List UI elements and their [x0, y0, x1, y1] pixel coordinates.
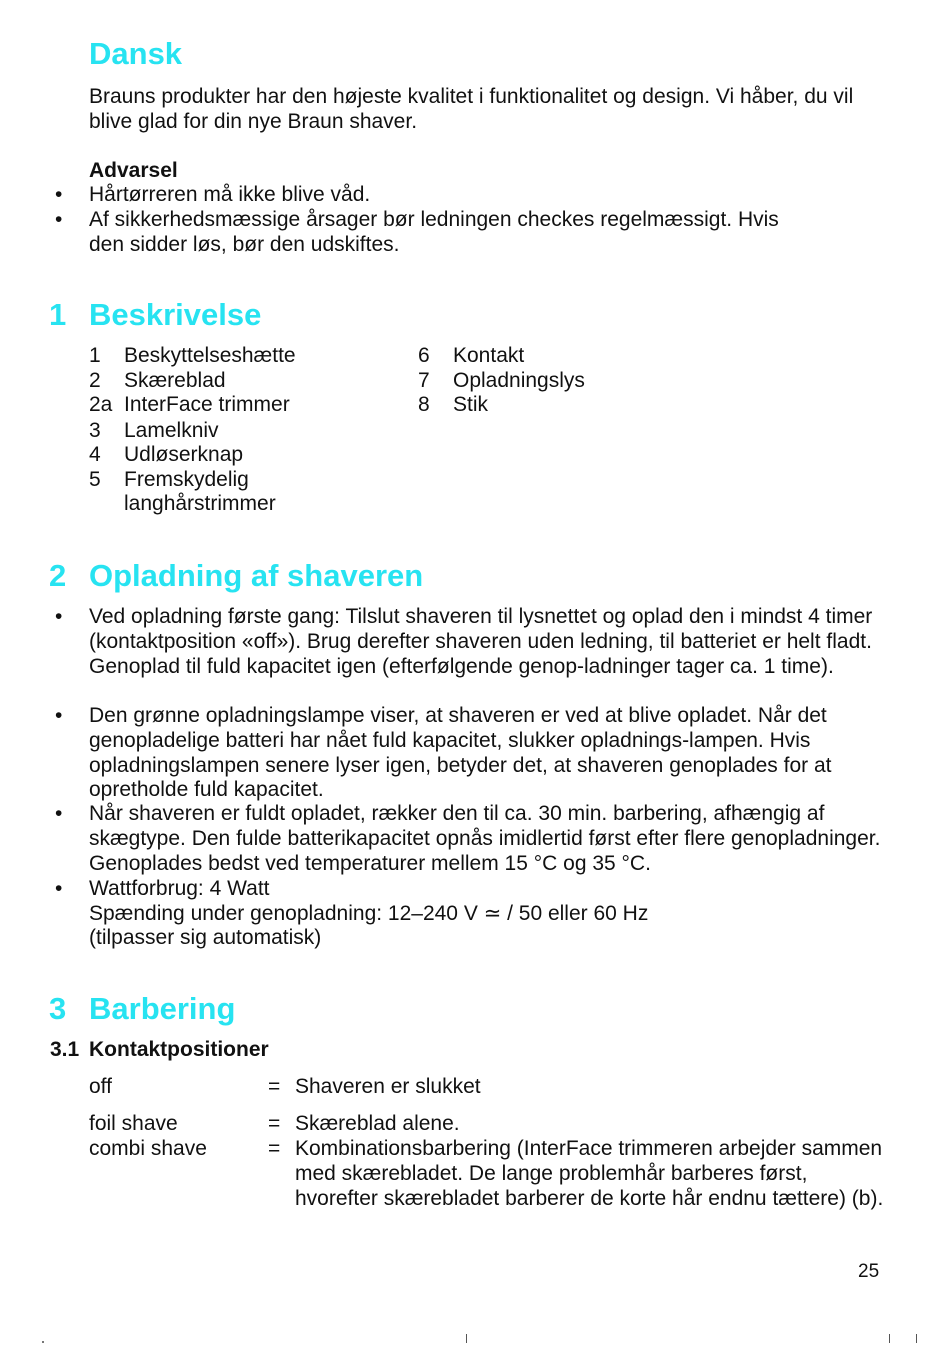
equals-sign: = [268, 1137, 281, 1160]
page-number: 25 [858, 1261, 880, 1282]
bullet-icon: • [55, 605, 63, 628]
warning-item: Af sikkerhedsmæssige årsager bør ledningen checkes regelmæssigt. Hvis den sidder løs, bør den udskiftes. [89, 208, 779, 256]
position-term: foil shave [89, 1112, 178, 1135]
section-heading-opladning [49, 558, 424, 594]
voltage-note: (tilpasser sig automatisk) [89, 926, 322, 949]
language-heading: Dansk [89, 36, 183, 71]
position-definition: Kombinationsbarbering (InterFace trimmeren arbejder sammen med skærebladet. De lange problemhår barberes først, hvorefter skærebladet barberer de korte hår endnu tættere) (b). [295, 1137, 884, 1210]
charging-bullet: Når shaveren er fuldt opladet, rækker den til ca. 30 min. barbering, afhængig af skægtype. Den fulde batterikapacitet opnås imidlertid først efter flere genopladninger. Genoplades bedst ved temperaturer mellem 15 °C og 35 °C. [89, 802, 881, 875]
wattage-line: Wattforbrug: 4 Watt [89, 877, 270, 900]
section-number: 2 [49, 558, 67, 593]
charging-bullet: Ved opladning første gang: Tilslut shaveren til lysnettet og oplad den i mindst 4 timer (kontaktposition «off»). Brug derefter shaveren uden ledning, til batteriet er helt fladt. Genoplad til fuld kapacitet igen (efterfølgende genop-ladninger tager ca. 1 time). [89, 605, 873, 678]
manual-page: Dansk Brauns produkter har den højeste kvalitet i funktionalitet og design. Vi håber, du vil blive glad for din nye Braun shaver. Advarsel • Hårtørreren må ikke blive våd. • Af sikkerhedsmæssige årsager bør ledningen checkes regelmæssigt. Hvis den sidder løs, bør den udskiftes. 1 Beskrivelse 1 Beskyttelseshætte 2 Skæreblad 2a InterFace trimmer 3 Lamelkniv 4 Udløserknap 5 Fremskydelig langhårstrimmer 6 Kontakt 7 Opladningslys 8 Stik 2 Opladning af shaveren • Ved opladning første gang: Tilslut shaveren til lysnettet og oplad den i mindst 4 timer (kontaktposition «off»). Brug derefter shaveren uden ledning, til batteriet er helt fladt. Genoplad til fuld kapacitet igen (efterfølgende genop-ladninger tager ca. 1 time). • Den grønne opladningslampe viser, at shaveren er ved at blive opladet. Når det genopladelige batteri har nået fuld kapacitet, slukker opladnings-lampen. Hvis opladningslampen senere lyser igen, betyder det, at shaveren genoplades for at opretholde fuld kapacitet. • Når shaveren er fuldt opladet, rækker den til ca. 30 min. barbering, afhængig af skægtype. Den fulde batterikapacitet opnås imidlertid først efter flere genopladninger. Genoplades bedst ved temperaturer mellem 15 °C og 35 °C. • Wattforbrug: 4 Watt Spænding under genopladning: 12–240 V ≃ / 50 eller 60 Hz (tilpasser sig automatisk) 3 Barbering 3.1 Kontaktpositioner off = Shaveren er slukket foil shave = Skæreblad alene. combi shave = Kombinationsbarbering (InterFace trimmeren arbejder sammen med skærebladet. De lange problemhår barberes først, hvorefter skærebladet barberer de korte hår endnu tættere) (b). 25 [0, 0, 950, 1345]
section-title: Barbering [89, 991, 236, 1026]
position-term: combi shave [89, 1137, 207, 1160]
section-heading-beskrivelse [49, 297, 262, 333]
section-heading-barbering [49, 991, 236, 1027]
position-definition: Shaveren er slukket [295, 1075, 481, 1098]
voltage-line: Spænding under genopladning: 12–240 V ≃ / 50 eller 60 Hz [89, 902, 649, 925]
subsection-number: 3.1 [50, 1038, 80, 1061]
position-definition: Skæreblad alene. [295, 1112, 460, 1135]
equals-sign: = [268, 1112, 281, 1135]
warning-item: Hårtørreren må ikke blive våd. [89, 183, 371, 206]
crop-mark [42, 1341, 44, 1343]
subsection-title: Kontaktpositioner [89, 1038, 269, 1061]
charging-bullet: Den grønne opladningslampe viser, at shaveren er ved at blive opladet. Når det genopladelige batteri har nået fuld kapacitet, slukker opladnings-lampen. Hvis opladningslampen senere lyser igen, betyder det, at shaveren genoplades for at opretholde fuld kapacitet. [89, 704, 832, 802]
section-number: 3 [49, 991, 67, 1026]
bullet-icon: • [55, 183, 63, 206]
section-title: Opladning af shaveren [89, 558, 424, 593]
position-term: off [89, 1075, 112, 1098]
section-title: Beskrivelse [89, 297, 262, 332]
equals-sign: = [268, 1075, 281, 1098]
section-number: 1 [49, 297, 67, 332]
crop-mark [889, 1334, 890, 1343]
crop-mark [466, 1334, 467, 1343]
bullet-icon: • [55, 704, 63, 727]
warning-title: Advarsel [89, 159, 178, 182]
bullet-icon: • [55, 877, 63, 900]
crop-mark [916, 1334, 917, 1343]
intro-paragraph: Brauns produkter har den højeste kvalitet i funktionalitet og design. Vi håber, du vil blive glad for din nye Braun shaver. [89, 85, 854, 133]
bullet-icon: • [55, 802, 63, 825]
bullet-icon: • [55, 208, 63, 231]
